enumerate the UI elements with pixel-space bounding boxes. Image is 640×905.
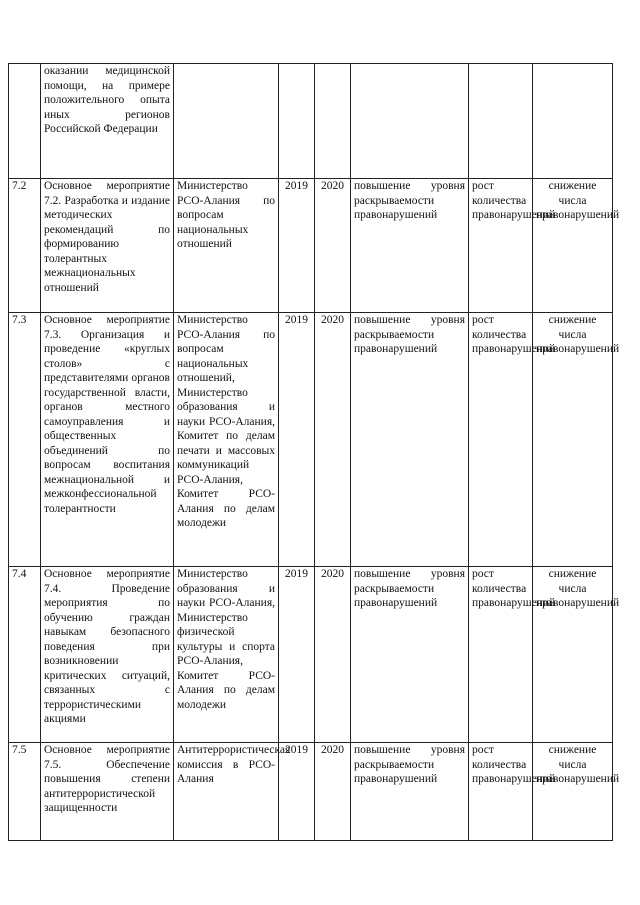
responsible-executor: Министерство образования и науки РСО-Алания, Министерство физической культуры и спорта РСО-Алания, Комитет РСО-Алания по делам молодежи [174,567,279,743]
expected-result: повышение уровня раскрываемости правонарушений [351,313,469,567]
responsible-executor: Министерство РСО-Алания по вопросам национальных отношений, Министерство образования и науки РСО-Алания, Комитет по делам печати и массовых коммуникаций РСО-Алания, Комитет РСО-Алания по делам молодежи [174,313,279,567]
table-row [9,743,613,841]
row-number: 7.3 [9,313,41,567]
row-number: 7.5 [9,743,41,841]
responsible-executor: Антитеррористическая комиссия в РСО-Алания [174,743,279,841]
row-number [9,64,41,179]
end-year: 2020 [315,313,351,567]
indicator-growth [469,64,533,179]
activity-description: Основное мероприятие 7.3. Организация и проведение «круглых столов» с представителями органов государственной власти, органов местного самоуправления и общественных объединений по вопросам воспитания межнациональной и межконфессиональной толерантности [41,313,174,567]
end-year: 2020 [315,567,351,743]
expected-result: повышение уровня раскрываемости правонарушений [351,743,469,841]
start-year: 2019 [279,179,315,313]
activity-description: Основное мероприятие 7.2. Разработка и издание методических рекомендаций по формированию толерантных межнациональных отношений [41,179,174,313]
table-row [9,64,613,179]
indicator-decrease: снижение числа правонарушений [533,567,613,743]
row-number: 7.2 [9,179,41,313]
expected-result: повышение уровня раскрываемости правонарушений [351,179,469,313]
responsible-executor [174,64,279,179]
indicator-growth: рост количества правонарушений [469,743,533,841]
indicator-decrease: снижение числа правонарушений [533,313,613,567]
indicator-decrease [533,64,613,179]
end-year: 2020 [315,743,351,841]
indicator-growth: рост количества правонарушений [469,313,533,567]
activity-description: оказании медицинской помощи, на примере положительного опыта иных регионов Российской Федерации [41,64,174,179]
row-number: 7.4 [9,567,41,743]
indicator-growth: рост количества правонарушений [469,567,533,743]
activities-table [8,63,620,841]
activity-description: Основное мероприятие 7.5. Обеспечение повышения степени антитеррористической защищенности [41,743,174,841]
responsible-executor: Министерство РСО-Алания по вопросам национальных отношений [174,179,279,313]
indicator-growth: рост количества правонарушений [469,179,533,313]
table-row [9,179,613,313]
table-row [9,567,613,743]
activity-description: Основное мероприятие 7.4. Проведение мероприятия по обучению граждан навыкам безопасного поведения при возникновении критических ситуаций, связанных с террористическими акциями [41,567,174,743]
expected-result [351,64,469,179]
indicator-decrease: снижение числа правонарушений [533,179,613,313]
start-year: 2019 [279,313,315,567]
expected-result: повышение уровня раскрываемости правонарушений [351,567,469,743]
table-row [9,313,613,567]
end-year [315,64,351,179]
end-year: 2020 [315,179,351,313]
indicator-decrease: снижение числа правонарушений [533,743,613,841]
start-year: 2019 [279,567,315,743]
start-year: 2019 [279,743,315,841]
start-year [279,64,315,179]
